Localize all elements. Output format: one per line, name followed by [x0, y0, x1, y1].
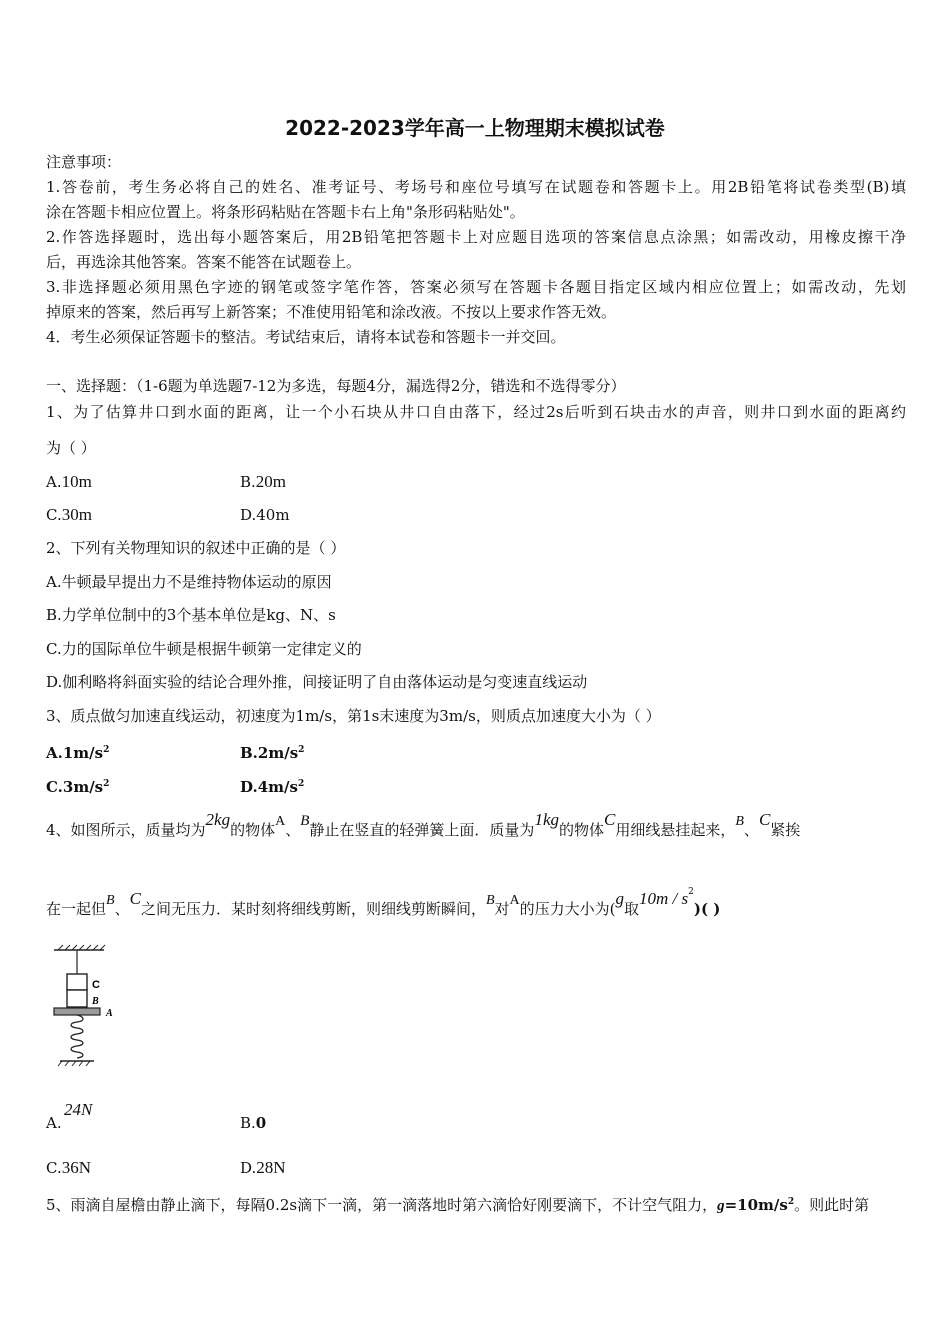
q1-option-b: B.20m — [240, 472, 287, 491]
spring-block-diagram — [52, 944, 132, 1068]
notice-heading: 注意事项： — [46, 153, 122, 171]
q4-stem-line1: 4、如图所示，质量均为2kg的物体A、B静止在竖直的轻弹簧上面．质量为1kg的物体C用细线悬挂起来，B、C紧挨 — [46, 810, 801, 839]
notice-line: 4．考生必须保证答题卡的整洁。考试结束后，请将本试卷和答题卡一并交回。 — [46, 328, 566, 346]
q4-option-a-value: 24N — [64, 1100, 93, 1119]
q1-option-d: D.40m — [240, 506, 290, 524]
label-c: C — [92, 979, 100, 991]
q1-stem-line2: 为（ ） — [46, 439, 96, 457]
notice-line: 涂在答题卡相应位置上。将条形码粘贴在答题卡右上角"条形码粘贴处"。 — [46, 203, 525, 221]
q2-option-a: A.牛顿最早提出力不是维持物体运动的原因 — [46, 573, 332, 591]
notice-line: 1.答卷前，考生务必将自己的姓名、准考证号、考场号和座位号填写在试题卷和答题卡上。用2B铅笔将试卷类型(B)填 — [46, 178, 906, 196]
notice-line: 后，再选涂其他答案。答案不能答在试题卷上。 — [46, 253, 362, 271]
q3-option-d: $D.4m/s^2$ — [240, 778, 305, 796]
notice-line: 掉原来的答案，然后再写上新答案；不准使用铅笔和涂改液。不按以上要求作答无效。 — [46, 303, 617, 321]
q5-stem: 5、雨滴自屋檐由静止滴下，每隔0.2s滴下一滴，第一滴落地时第六滴恰好刚要滴下，不计空气阻力，$g=10m/s^2$。则此时第 — [46, 1196, 870, 1214]
q3-option-b: $B.2m/s^2$ — [240, 744, 305, 762]
section-heading: 一、选择题：（1-6题为单选题7-12为多选，每题4分，漏选得2分，错选和不选得零分） — [46, 377, 626, 395]
notice-line: 2.作答选择题时，选出每小题答案后，用2B铅笔把答题卡上对应题目选项的答案信息点涂黑；如需改动，用橡皮擦干净 — [46, 228, 906, 246]
page-title: 2022-2023学年高一上物理期末模拟试卷 — [285, 116, 665, 140]
q4-option-d: D.28N — [240, 1158, 286, 1177]
spring — [71, 1015, 83, 1058]
q1-option-c: C.30m — [46, 505, 92, 524]
q4-option-b: B.0 — [240, 1114, 267, 1132]
q4-stem-line2: 在一起但B、C之间无压力．某时刻将细线剪断，则细线剪断瞬间，B对A的压力大小为(g取$10m / s^2$)( ) — [46, 887, 721, 918]
label-a: A — [106, 1008, 113, 1019]
q3-option-c: $C.3m/s^2$ — [46, 778, 110, 796]
q1-option-a: A.10m — [46, 472, 92, 491]
q2-stem: 2、下列有关物理知识的叙述中正确的是（ ） — [46, 539, 346, 557]
q4-option-a-label: A. — [46, 1114, 62, 1132]
q3-option-a: $A.1m/s^2$ — [46, 744, 110, 762]
q1-stem-line1: 1、为了估算井口到水面的距离，让一个小石块从井口自由落下，经过2s后听到石块击水的声音，则井口到水面的距离约 — [46, 403, 906, 421]
q2-option-b: B.力学单位制中的3个基本单位是kg、N、s — [46, 606, 336, 624]
q2-option-c: C.力的国际单位牛顿是根据牛顿第一定律定义的 — [46, 640, 362, 658]
q3-stem: 3、质点做匀加速直线运动，初速度为1m/s，第1s末速度为3m/s，则质点加速度大小为（ ） — [46, 707, 661, 725]
label-b: B — [92, 996, 99, 1007]
q2-option-d: D.伽利略将斜面实验的结论合理外推，间接证明了自由落体运动是匀变速直线运动 — [46, 673, 588, 691]
q4-option-c: C.36N — [46, 1158, 91, 1177]
notice-line: 3.非选择题必须用黑色字迹的钢笔或签字笔作答，答案必须写在答题卡各题目指定区域内相应位置上；如需改动，先划 — [46, 278, 906, 296]
